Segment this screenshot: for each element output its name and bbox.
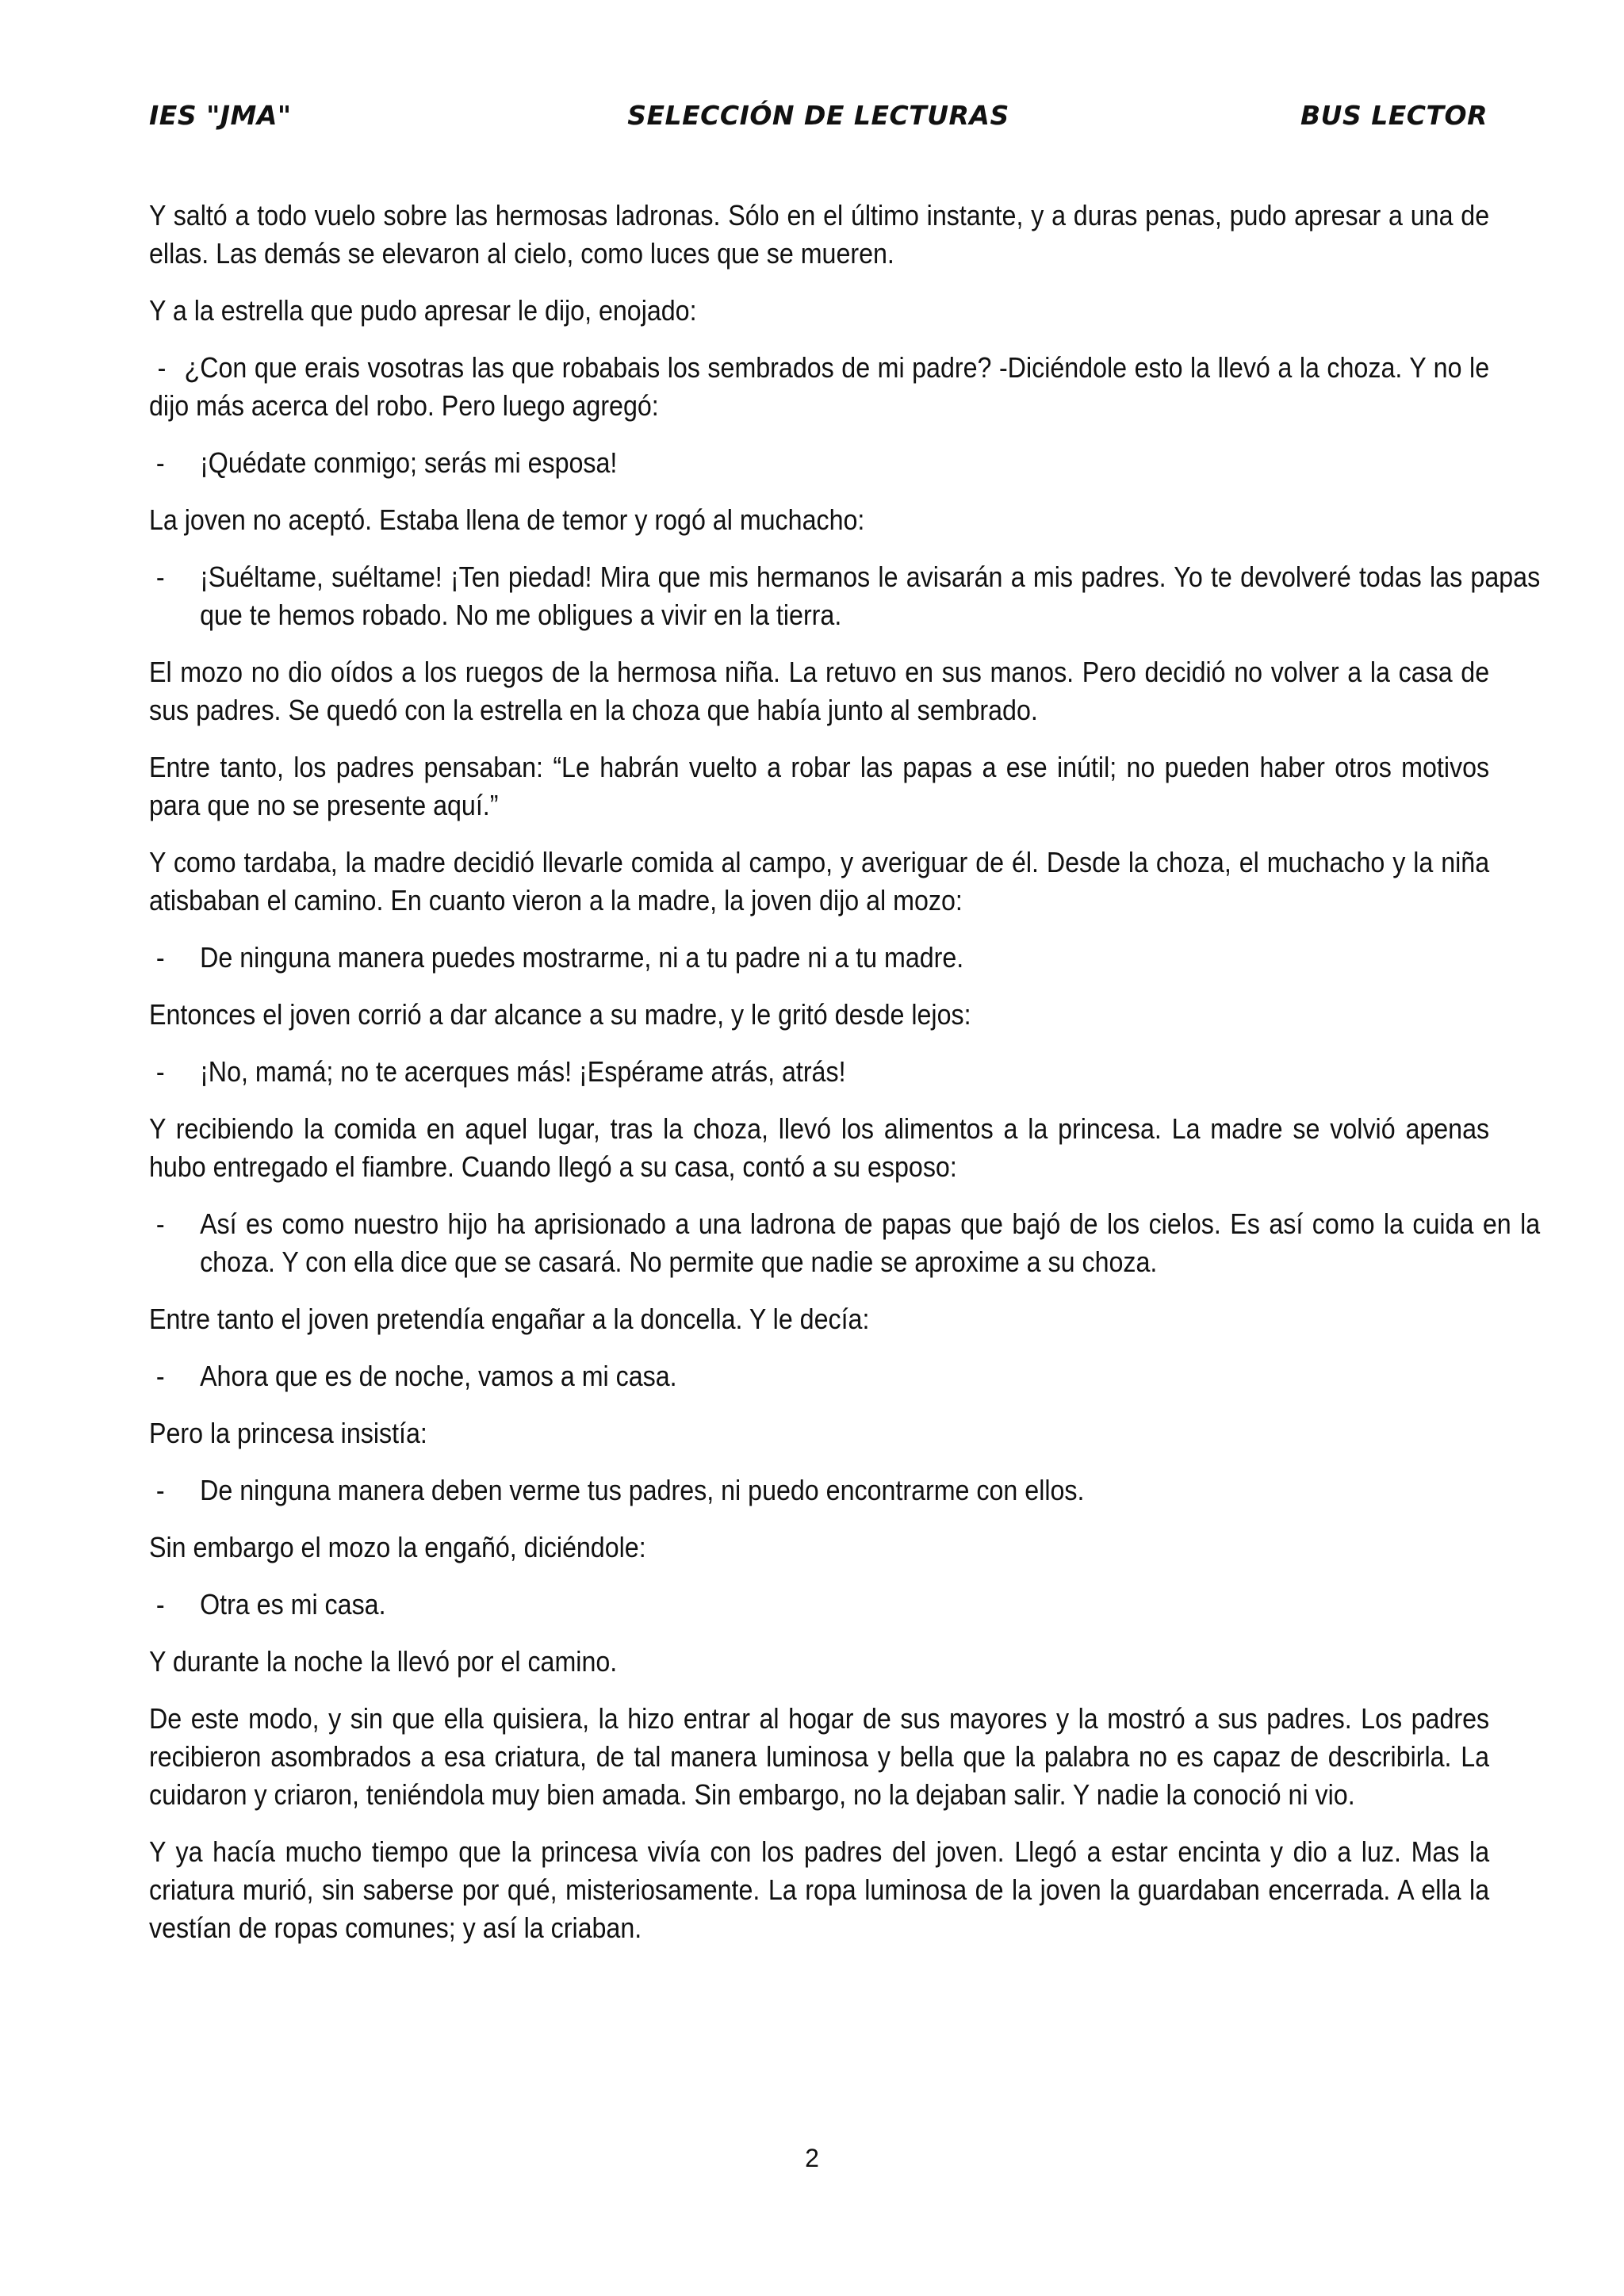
dialogue-text: De ninguna manera puedes mostrarme, ni a tu padre ni a tu madre. xyxy=(200,941,964,974)
dialogue-text: Ahora que es de noche, vamos a mi casa. xyxy=(200,1360,677,1392)
dialogue-text: ¿Con que erais vosotras las que robabais los sembrados de mi padre? -Diciéndole esto la llevó a la choza. Y no le dijo más acerca del robo. Pero luego agregó: xyxy=(149,351,1490,422)
paragraph: Y ya hacía mucho tiempo que la princesa vivía con los padres del joven. Llegó a estar encinta y dio a luz. Mas la criatura murió, sin saberse por qué, misteriosamente. La ropa luminosa de la joven la guardaban encerrada. A ella la vestían de ropas comunes; y así la criaban. xyxy=(149,1835,1490,1944)
paragraph: El mozo no dio oídos a los ruegos de la hermosa niña. La retuvo en sus manos. Pero decidió no volver a la casa de sus padres. Se quedó con la estrella en la choza que había junto al sembrado. xyxy=(149,656,1490,726)
paragraph: De este modo, y sin que ella quisiera, la hizo entrar al hogar de sus mayores y la mostró a sus padres. Los padres recibieron asombrados a esa criatura, de tal manera luminosa y bella que la palabra no es capaz de describirla. La cuidaron y criaron, teniéndola muy bien amada. Sin embargo, no la dejaban salir. Y nadie la conoció ni vio. xyxy=(149,1702,1490,1811)
paragraph: Y durante la noche la llevó por el camino. xyxy=(149,1645,618,1678)
header-school-name: IES "JMA" xyxy=(149,100,292,131)
paragraph: Entonces el joven corrió a dar alcance a su madre, y le gritó desde lejos: xyxy=(149,998,971,1031)
dialogue-text: ¡Quédate conmigo; serás mi esposa! xyxy=(200,446,618,479)
dialogue-text: ¡No, mamá; no te acerques más! ¡Espérame atrás, atrás! xyxy=(200,1055,846,1088)
paragraph: Entre tanto, los padres pensaban: “Le habrán vuelto a robar las papas a ese inútil; no pueden haber otros motivos para que no se presente aquí.” xyxy=(149,751,1490,821)
paragraph: Y a la estrella que pudo apresar le dijo, enojado: xyxy=(149,294,697,327)
dialogue-dash: - xyxy=(155,1474,165,1506)
paragraph: Y como tardaba, la madre decidió llevarle comida al campo, y averiguar de él. Desde la choza, el muchacho y la niña atisbaban el camino. En cuanto vieron a la madre, la joven dijo al mozo: xyxy=(149,846,1490,916)
dialogue-dash: - xyxy=(155,1360,165,1392)
dialogue-dash: - xyxy=(155,1588,165,1621)
dialogue-dash: - xyxy=(155,1207,165,1240)
dialogue-line xyxy=(149,939,1540,977)
paragraph: Pero la princesa insistía: xyxy=(149,1417,427,1449)
dialogue-line xyxy=(149,349,1489,425)
dialogue-line xyxy=(149,1586,1540,1624)
page-header xyxy=(149,100,1488,140)
dialogue-line xyxy=(149,1053,1540,1091)
dialogue-line xyxy=(149,1471,1540,1510)
dialogue-line xyxy=(149,444,1540,482)
dialogue-line xyxy=(149,1205,1540,1281)
dialogue-text: Otra es mi casa. xyxy=(200,1588,386,1621)
dialogue-line xyxy=(149,558,1540,634)
dialogue-text: De ninguna manera deben verme tus padres, ni puedo encontrarme con ellos. xyxy=(200,1474,1085,1506)
dialogue-dash: - xyxy=(157,351,167,384)
dialogue-dash: - xyxy=(155,941,165,974)
paragraph: Entre tanto el joven pretendía engañar a la doncella. Y le decía: xyxy=(149,1303,870,1335)
header-program-name: BUS LECTOR xyxy=(1300,100,1488,131)
dialogue-text: ¡Suéltame, suéltame! ¡Ten piedad! Mira que mis hermanos le avisarán a mis padres. Yo te devolveré todas las papas que te hemos robado. No me obligues a vivir en la tierra. xyxy=(200,561,1541,631)
dialogue-line xyxy=(149,1357,1540,1395)
paragraph: Y recibiendo la comida en aquel lugar, tras la choza, llevó los alimentos a la princesa. La madre se volvió apenas hubo entregado el fiambre. Cuando llegó a su casa, contó a su esposo: xyxy=(149,1112,1490,1183)
header-section-title: SELECCIÓN DE LECTURAS xyxy=(627,100,1009,131)
dialogue-dash: - xyxy=(155,1055,165,1088)
dialogue-dash: - xyxy=(155,561,165,593)
paragraph: Sin embargo el mozo la engañó, diciéndole: xyxy=(149,1531,646,1563)
paragraph: Y saltó a todo vuelo sobre las hermosas ladronas. Sólo en el último instante, y a duras penas, pudo apresar a una de ellas. Las demás se elevaron al cielo, como luces que se mueren. xyxy=(149,199,1490,270)
document-body xyxy=(149,197,1541,1966)
dialogue-text: Así es como nuestro hijo ha aprisionado a una ladrona de papas que bajó de los cielos. Es así como la cuida en la choza. Y con ella dice que se casará. No permite que nadie se aproxime a su choza. xyxy=(200,1207,1541,1278)
page-number: 2 xyxy=(805,2144,819,2172)
dialogue-dash: - xyxy=(155,446,165,479)
paragraph: La joven no aceptó. Estaba llena de temor y rogó al muchacho: xyxy=(149,503,865,536)
